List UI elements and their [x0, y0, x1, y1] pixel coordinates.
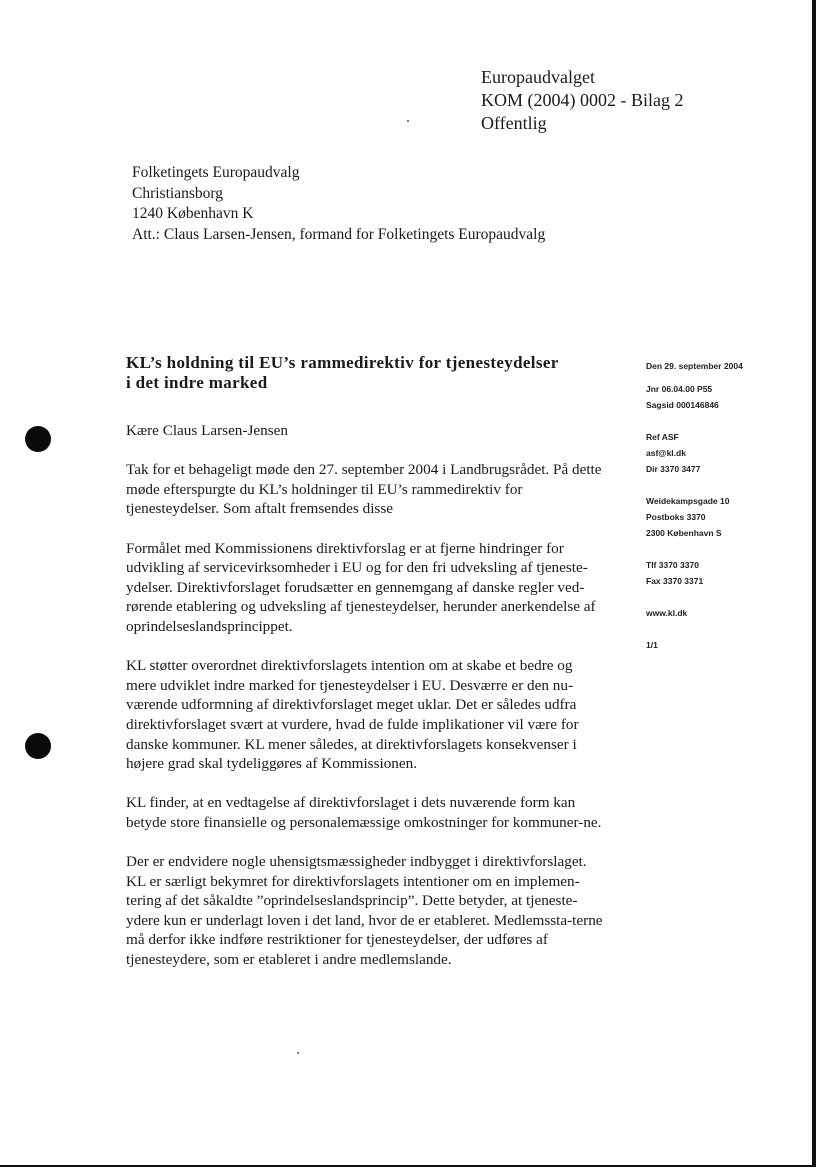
- reference: Ref ASF: [646, 432, 679, 442]
- fax: Fax 3370 3371: [646, 576, 704, 586]
- stamp-committee: Europaudvalget: [481, 67, 595, 87]
- salutation: Kære Claus Larsen-Jensen: [126, 422, 288, 439]
- body-paragraph: KL støtter overordnet direktivforslagets intention om at skabe et bedre og mere udviklet indre marked for tjenesteydelser i EU. Desværre er den nu-værende udformning af direktivforslaget meget uklar. Det er således udfra direktivforslaget svært at vurdere, hvad de fulde implikationer vil være for danske kommuner. KL mener således, at direktivforslagets konsekvenser i højere grad skal tydeliggøres af Kommissionen.: [126, 657, 579, 773]
- letter-date: Den 29. september 2004: [646, 361, 743, 371]
- punch-hole-top: [25, 426, 51, 452]
- body-paragraph: Tak for et behageligt møde den 27. september 2004 i Landbrugsrådet. På dette møde efterspurgte du KL’s holdninger til EU’s rammedirektiv for tjenesteydelser. Som aftalt fremsendes disse: [126, 461, 602, 518]
- heading-line: KL’s holdning til EU’s rammedirektiv for tjenesteydelser: [126, 353, 559, 372]
- address-line: Folketingets Europaudvalg: [132, 164, 300, 181]
- punch-hole-bottom: [25, 733, 51, 759]
- body-paragraph: Formålet med Kommissionens direktivforslag er at fjerne hindringer for udvikling af servicevirksomheder i EU og for den fri udveksling af tjeneste-ydelser. Direktivforslaget forudsætter en gennemgang af danske regler ved-rørende etablering og udveksling af tjenesteydelser, herunder anerkendelse af oprindelseslandsprincippet.: [126, 539, 596, 635]
- sender-info-sidebar: [646, 358, 743, 653]
- street-address: Weidekampsgade 10: [646, 496, 730, 506]
- direct-phone: Dir 3370 3477: [646, 464, 701, 474]
- po-box: Postboks 3370: [646, 512, 706, 522]
- address-attention: Att.: Claus Larsen-Jensen, formand for Folketingets Europaudvalg: [132, 225, 546, 243]
- stamp-reference: KOM (2004) 0002 - Bilag 2: [481, 90, 684, 110]
- address-line: 1240 København K: [132, 205, 254, 222]
- letter-body: [126, 421, 604, 989]
- body-paragraph: Der er endvidere nogle uhensigtsmæssigheder indbygget i direktivforslaget. KL er særligt bekymret for direktivforslagets intentioner om en implemen-tering af det såkaldte ”oprindelseslandsprincip”. Dette betyder, at tjeneste-ydere kun er underlagt loven i det land, hvor de er etableret. Medlemssta-terne må derfor ikke indføre restriktioner for tjenesteydelser, der udføres af tjenesteydere, som er etableret i andre medlemslande.: [126, 853, 603, 969]
- journal-number: Jnr 06.04.00 P55: [646, 384, 713, 394]
- postal-city: 2300 København S: [646, 528, 722, 538]
- stamp-status: Offentlig: [481, 113, 547, 133]
- registration-stamp: [481, 66, 683, 135]
- heading-line: i det indre marked: [126, 373, 268, 392]
- phone: Tlf 3370 3370: [646, 560, 699, 570]
- scan-speck: [407, 120, 409, 122]
- case-id: Sagsid 000146846: [646, 400, 719, 410]
- letter-heading: [126, 353, 626, 393]
- scan-speck: [297, 1052, 299, 1054]
- email: asf@kl.dk: [646, 448, 686, 458]
- website: www.kl.dk: [646, 608, 688, 618]
- recipient-address: [132, 163, 545, 245]
- body-paragraph: KL finder, at en vedtagelse af direktivforslaget i dets nuværende form kan betyde store finansielle og personalemæssige omkostninger for kommuner-ne.: [126, 794, 602, 831]
- address-line: Christiansborg: [132, 184, 223, 202]
- page-number: 1/1: [646, 640, 658, 650]
